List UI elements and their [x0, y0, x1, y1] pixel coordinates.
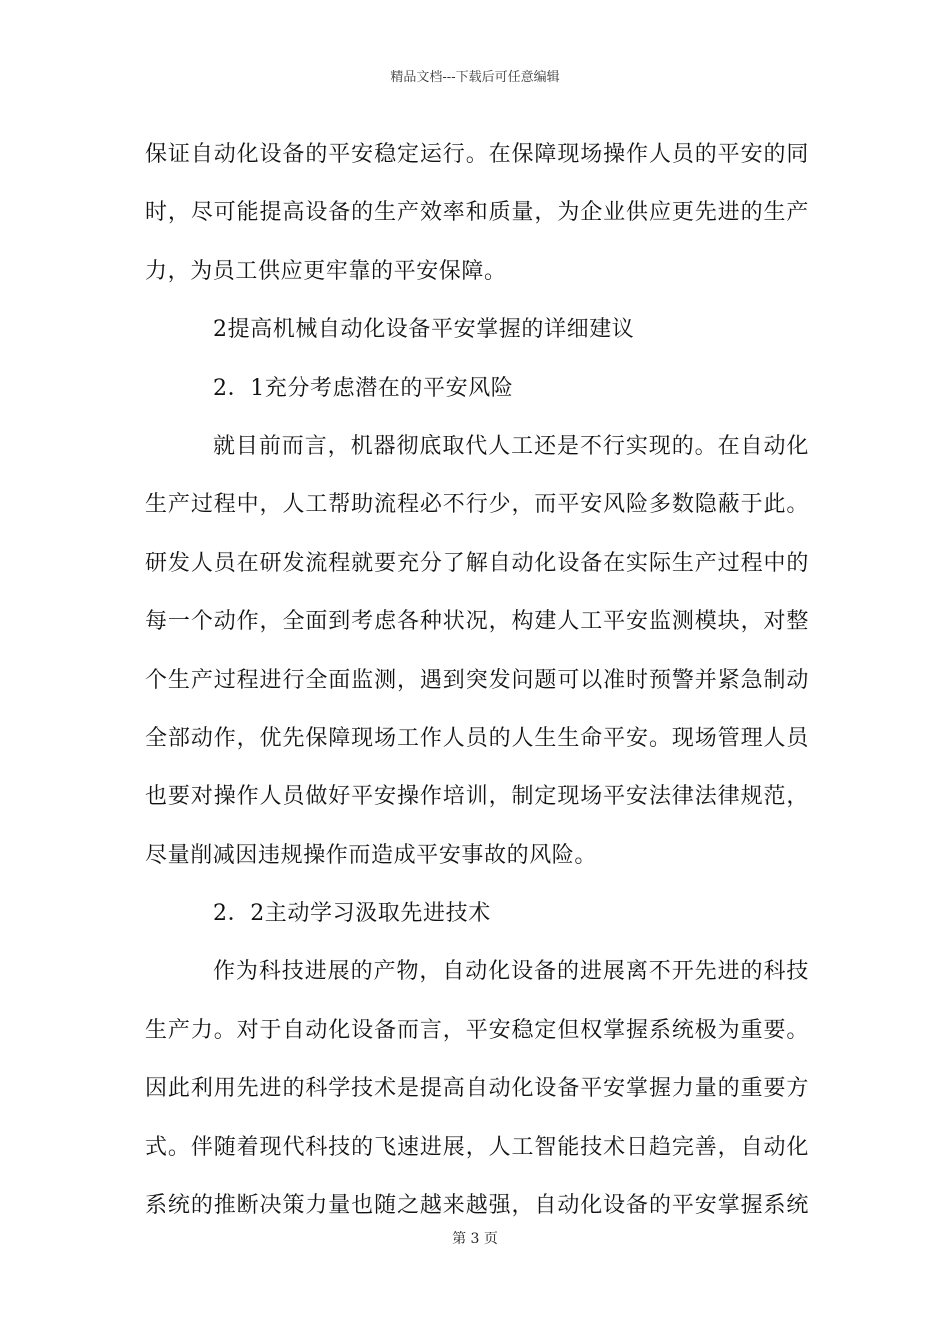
body-line: 作为科技进展的产物，自动化设备的进展离不开先进的科技	[213, 959, 809, 985]
body-line: 力，为员工供应更牢靠的平安保障。	[145, 258, 507, 284]
body-line: 尽量削减因违规操作而造成平安事故的风险。	[145, 842, 598, 868]
subsection-heading: 2．2主动学习汲取先进技术	[213, 901, 491, 927]
section-heading: 2提高机械自动化设备平安掌握的详细建议	[213, 317, 635, 343]
body-line: 式。伴随着现代科技的飞速进展，人工智能技术日趋完善，自动化	[145, 1134, 809, 1160]
body-line: 保证自动化设备的平安稳定运行。在保障现场操作人员的平安的同	[145, 142, 809, 167]
body-line: 因此利用先进的科学技术是提高自动化设备平安掌握力量的重要方	[145, 1076, 809, 1102]
document-body	[145, 126, 809, 1235]
body-line: 每一个动作，全面到考虑各种状况，构建人工平安监测模块，对整	[145, 609, 809, 635]
body-line: 全部动作，优先保障现场工作人员的人生生命平安。现场管理人员	[145, 725, 809, 751]
body-line: 生产力。对于自动化设备而言，平安稳定但权掌握系统极为重要。	[145, 1017, 809, 1043]
body-line: 也要对操作人员做好平安操作培训，制定现场平安法律法律规范，	[145, 784, 809, 810]
body-line: 时，尽可能提高设备的生产效率和质量，为企业供应更先进的生产	[145, 200, 809, 226]
body-line: 就目前而言，机器彻底取代人工还是不行实现的。在自动化	[213, 433, 809, 459]
body-line: 系统的推断决策力量也随之越来越强，自动化设备的平安掌握系统	[145, 1193, 809, 1219]
body-line: 生产过程中，人工帮助流程必不行少，而平安风险多数隐蔽于此。	[145, 492, 809, 518]
body-line: 研发人员在研发流程就要充分了解自动化设备在实际生产过程中的	[145, 550, 809, 576]
body-line: 个生产过程进行全面监测，遇到突发问题可以准时预警并紧急制动	[145, 667, 809, 693]
subsection-heading: 2．1充分考虑潜在的平安风险	[213, 375, 514, 401]
page-header: 精品文档---下载后可任意编辑	[390, 70, 560, 85]
page-number: 第 3 页	[452, 1231, 498, 1247]
